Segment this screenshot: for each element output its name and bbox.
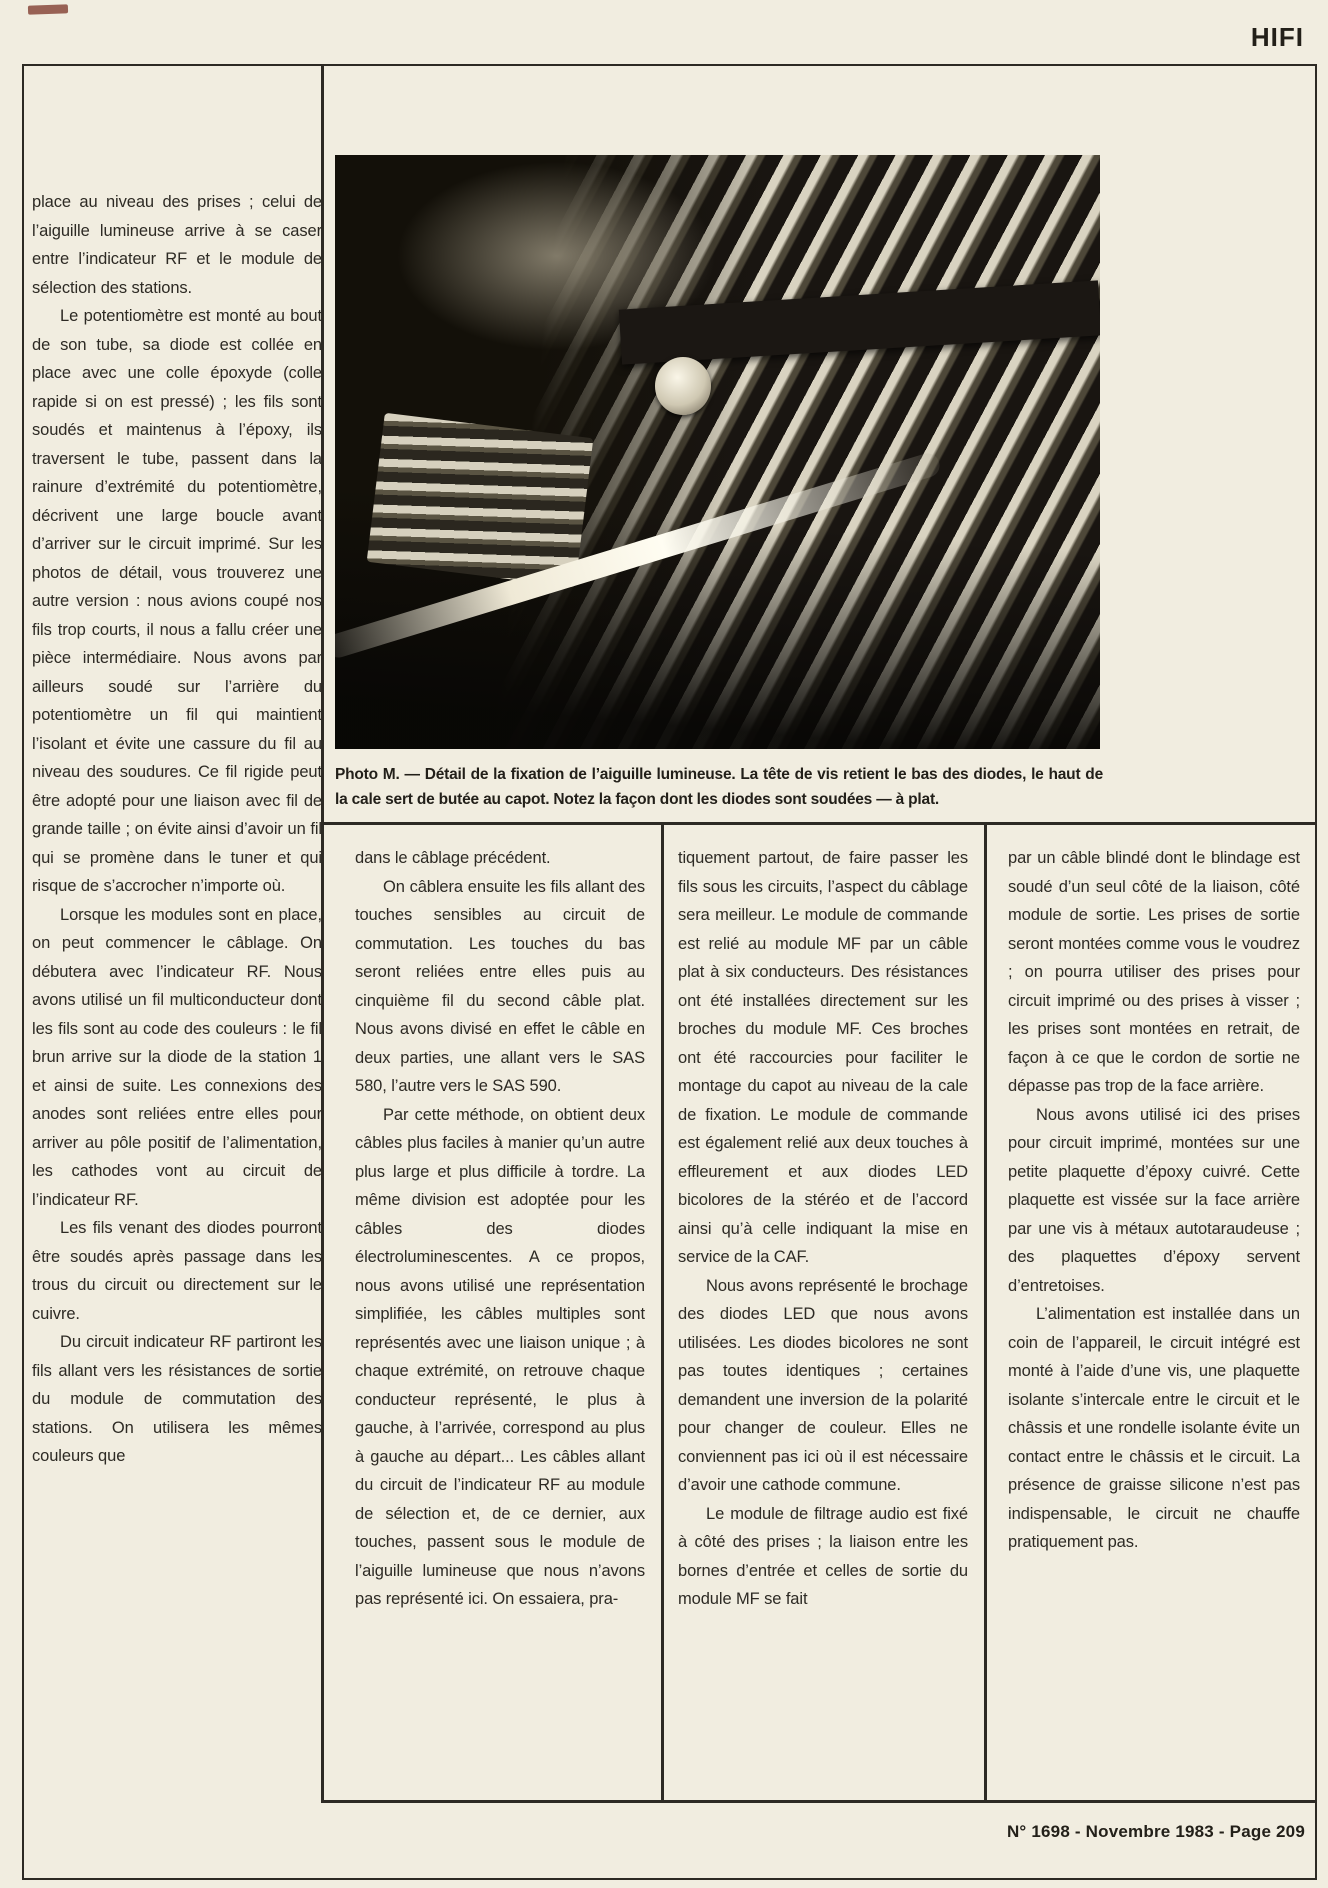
text-column-1 — [32, 188, 322, 1471]
text-column-2 — [355, 844, 645, 1614]
photo-screw-head — [655, 357, 711, 415]
photo-plate-stack — [367, 413, 594, 587]
section-header: HIFI — [1250, 22, 1304, 52]
scan-artifact — [28, 4, 68, 14]
paragraph: par un câble blindé dont le blindage est soudé d’un seul côté de la liaison, côté module de sortie. Les prises de sortie seront montées comme vous le voudrez ; on pourra utiliser des prises pour circuit imprimé ou des prises à visser ; les prises sont montées en retrait, de façon à ce que le cordon de sortie ne dépasse pas trop de la face arrière. — [1008, 849, 1300, 1095]
article-photo — [335, 155, 1100, 749]
paragraph: Les fils venant des diodes pourront être soudés après passage dans les trous du circuit ou directement sur le cuivre. — [32, 1219, 322, 1323]
paragraph: On câblera ensuite les fils allant des touches sensibles au circuit de commutation. Les touches du bas seront reliées entre elles puis au cinquième fil du second câble plat. Nous avons divisé en effet le câble en deux parties, une allant vers le SAS 580, l’autre vers le SAS 590. — [355, 877, 645, 1095]
divider-column2-3 — [661, 824, 664, 1803]
paragraph: dans le câblage précédent. — [355, 849, 551, 867]
text-column-3 — [678, 844, 968, 1614]
paragraph: Par cette méthode, on obtient deux câbles plus faciles à manier qu’un autre plus large et plus difficile à tordre. La même division est adoptée pour les câbles des diodes électroluminescentes. A ce propos, nous avons utilisé une représentation simplifiée, les câbles multiples sont représentés avec une liaison unique ; à chaque extrémité, on retrouve chaque conducteur représenté, le plus à gauche, à l’arrivée, correspond au plus à gauche au départ... Les câbles allant du circuit de l’indicateur RF au module de sélection et, de ce dernier, aux touches, passent sous le module de l’aiguille lumineuse que nous n’avons pas représenté ici. On essaiera, pra- — [355, 1105, 645, 1608]
paragraph: L’alimentation est installée dans un coin de l’appareil, le circuit intégré est monté à l’aide d’une vis, une plaquette isolante s’intercale entre le circuit et le châssis et une rondelle isolante évite un contact entre le châssis et le circuit. La présence de graisse silicone n’est pas indispensable, le circuit ne chauffe pratiquement pas. — [1008, 1305, 1300, 1551]
paragraph: Le module de filtrage audio est fixé à côté des prises ; la liaison entre les bornes d’entrée et celles de sortie du module MF se fait — [678, 1504, 968, 1608]
divider-column3-4 — [984, 824, 987, 1803]
paragraph: Le potentiomètre est monté au bout de son tube, sa diode est collée en place avec une colle époxyde (colle rapide si on est pressé) ; les fils sont soudés et maintenus à l’époxy, ils traversent le tube, passent dans la rainure d’extrémité du potentiomètre, décrivent une large boucle avant d’arriver sur le circuit imprimé. Sur les photos de détail, vous trouverez une autre version : nous avions coupé nos fils trop courts, il nous a fallu créer une pièce intermédiaire. Nous avons par ailleurs soudé sur l’arrière du potentiomètre un fil qui maintient l’isolant et évite une cassure du fil au niveau des soudures. Ce fil rigide peut être adopté pour une liaison avec fil de grande taille ; on évite ainsi d’avoir un fil qui se promène dans le tuner et qui risque de s’accrocher n’importe où. — [32, 307, 322, 895]
paragraph: Nous avons utilisé ici des prises pour circuit imprimé, montées sur une petite plaquette d’époxy cuivré. Cette plaquette est vissée sur la face arrière par une vis à métaux autotaraudeuse ; des plaquettes d’époxy servent d’entretoises. — [1008, 1105, 1300, 1295]
photo-caption: Photo M. — Détail de la fixation de l’aiguille lumineuse. La tête de vis retient le bas des diodes, le haut de la cale sert de butée au capot. Notez la façon dont les diodes sont soudées — à plat. — [335, 766, 1103, 808]
columns-box-top-border — [321, 822, 1315, 825]
page-footer: N° 1698 - Novembre 1983 - Page 209 — [1006, 1822, 1305, 1841]
text-column-4 — [1008, 844, 1300, 1557]
page-frame — [22, 64, 1317, 1880]
columns-box-bottom-border — [321, 1800, 1315, 1803]
paragraph: Lorsque les modules sont en place, on peut commencer le câblage. On débutera avec l’indicateur RF. Nous avons utilisé un fil multiconducteur dont les fils sont au code des couleurs : le fil brun arrive sur la diode de la station 1 et ainsi de suite. Les connexions des anodes sont reliées entre elles pour arriver au pôle positif de l’alimentation, les cathodes vont au circuit de l’indicateur RF. — [32, 905, 322, 1209]
paragraph: place au niveau des prises ; celui de l’aiguille lumineuse arrive à se caser entre l’indicateur RF et le module de sélection des stations. — [32, 193, 322, 297]
paragraph: tiquement partout, de faire passer les fils sous les circuits, l’aspect du câblage sera meilleur. Le module de commande est relié au module MF par un câble plat à six conducteurs. Des résistances ont été installées directement sur les broches du module MF. Ces broches ont été raccourcies pour faciliter le montage du capot au niveau de la cale de fixation. Le module de commande est également relié aux deux touches à effleurement et aux diodes LED bicolores de la stéréo et de l’accord ainsi qu’à celle indiquant la mise en service de la CAF. — [678, 849, 968, 1266]
paragraph: Nous avons représenté le brochage des diodes LED que nous avons utilisées. Les diodes bicolores ne sont pas toutes identiques ; certaines demandent une inversion de la polarité pour changer de couleur. Elles ne conviennent pas ici où il est nécessaire d’avoir une cathode commune. — [678, 1276, 968, 1494]
paragraph: Du circuit indicateur RF partiront les fils allant vers les résistances de sortie du module de commutation des stations. On utilisera les mêmes couleurs que — [32, 1333, 322, 1465]
